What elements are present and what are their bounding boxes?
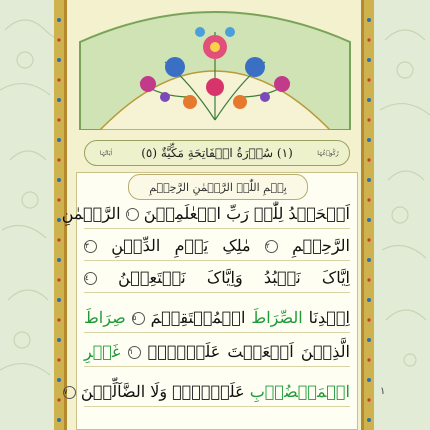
ayah-marker: ١ — [126, 208, 139, 221]
verse-line-6 — [63, 378, 350, 407]
ayah-marker: ٦ — [128, 346, 141, 359]
ayah-marker: ٧ — [63, 386, 76, 399]
ruku-count-label: رُکُوۡعُہَا — [317, 149, 339, 157]
verse-text: الرَّحِیۡمِ — [292, 236, 350, 255]
verse-text-highlight: الۡمَغۡضُوۡبِ — [249, 382, 350, 401]
border-ornament-right — [364, 0, 374, 430]
verse-text: الرَّحۡمٰنِ — [61, 204, 121, 223]
verse-text: الَّذِیۡنَ اَنۡعَمۡتَ عَلَیۡہِمۡ — [147, 342, 350, 361]
ayah-marker: ٤ — [84, 272, 97, 285]
verse-line-3 — [84, 264, 350, 293]
ayah-marker: ٣ — [84, 240, 97, 253]
verse-line-2 — [84, 232, 350, 261]
surah-title: (١) سُوۡرَةُ الۡفَاتِحَةِ مَكِّيَّةٌ (٥) — [141, 146, 293, 160]
verse-line-4 — [84, 304, 350, 333]
verse-text-highlight: صِرَاطَ — [84, 308, 126, 327]
floral-illumination-header — [70, 2, 360, 130]
verse-text-highlight: غَیۡرِ — [84, 342, 121, 361]
ayat-count-label: اٰیَاتُہَا — [99, 149, 113, 157]
verse-text: اِہۡدِنَا — [308, 308, 350, 327]
verse-text: الۡمُسۡتَقِیۡمَ — [150, 308, 246, 327]
verse-text: عَلَیۡہِمۡ وَلَا الضَّآلِّیۡنَ — [80, 382, 245, 401]
verse-text: مٰلِکِ یَوۡمِ الدِّیۡنِ — [111, 236, 251, 255]
ayah-marker: ٢ — [265, 240, 278, 253]
ayah-marker: ٥ — [132, 312, 145, 325]
basmala: بِسۡمِ اللّٰہِ الرَّحۡمٰنِ الرَّحِیۡمِ — [149, 180, 287, 194]
verse-text-highlight: الصِّرَاطَ — [251, 308, 303, 327]
verse-line-1 — [61, 200, 350, 229]
verse-text: اِیَّاکَ نَعۡبُدُ وَاِیَّاکَ نَسۡتَعِیۡنُ — [118, 268, 350, 287]
page-number: ١ — [380, 386, 386, 397]
basmala-cartouche — [128, 174, 308, 200]
verse-text: اَلۡحَمۡدُ لِلّٰہِ رَبِّ الۡعٰلَمِیۡنَ — [143, 204, 350, 223]
surah-title-band — [84, 140, 350, 166]
verse-line-5 — [84, 338, 350, 367]
